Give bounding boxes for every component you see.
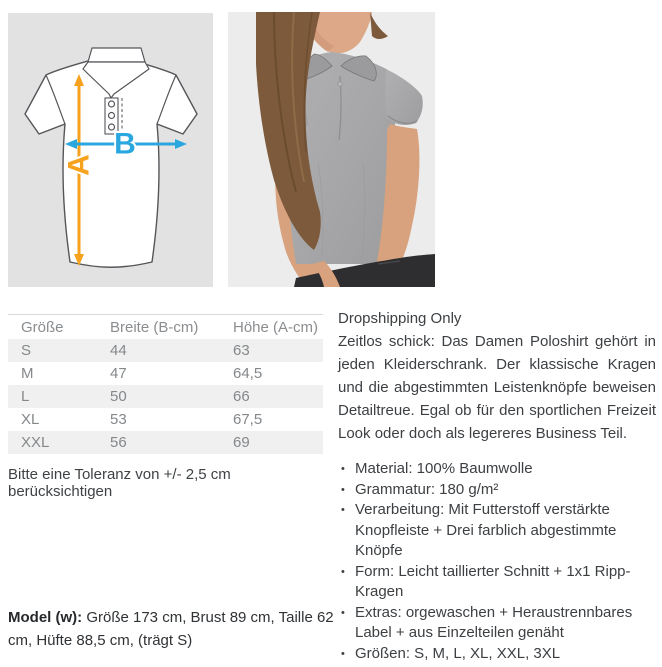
table-cell: XXL (21, 434, 50, 451)
tolerance-note: Bitte eine Toleranz von +/- 2,5 cm berücksichtigen (8, 466, 231, 500)
table-cell: 53 (110, 411, 127, 428)
table-cell: 63 (233, 342, 250, 359)
table-row (8, 362, 323, 385)
product-description (338, 307, 656, 664)
feature-item: • Extras: orgewaschen + Heraustrennbares Label + aus Einzelteilen genäht (338, 603, 656, 644)
polo-measurement-diagram (8, 13, 213, 287)
table-cell: L (21, 388, 30, 405)
description-heading: Dropshipping Only (338, 310, 462, 327)
feature-item: • Material: 100% Baumwolle (338, 459, 656, 480)
table-cell: 50 (110, 388, 127, 405)
table-header-cell: Größe (21, 318, 64, 336)
feature-item: • Form: Leicht taillierter Schnitt + 1x1 Ripp-Kragen (338, 562, 656, 603)
button (109, 113, 115, 119)
table-cell: M (21, 365, 34, 382)
arrow-a-label: A (62, 154, 96, 176)
collar-back (88, 48, 145, 62)
table-cell: 64,5 (233, 365, 263, 382)
feature-item: • Größen: S, M, L, XL, XXL, 3XL (338, 644, 656, 665)
model-photo-illustration (228, 12, 435, 287)
button (109, 101, 115, 107)
model-photo-image (228, 12, 435, 287)
size-diagram-image (8, 13, 213, 287)
table-cell: 44 (110, 342, 127, 359)
table-header-cell: Höhe (A-cm) (233, 318, 319, 336)
table-cell: 67,5 (233, 411, 263, 428)
feature-list (338, 459, 656, 664)
description-paragraph: Zeitlos schick: Das Damen Poloshirt gehört in jeden Kleiderschrank. Der klassische Kragen und die abgestimmten Leistenknöpfe beweisen Detailtreue. Egal ob für den sportlichen Freizeit Look oder doch als legereres Business Teil. (338, 333, 656, 442)
model-info (8, 606, 338, 652)
shirt-button (338, 82, 342, 86)
table-row (8, 339, 323, 362)
table-cell: S (21, 342, 32, 359)
arrow-b-label: B (114, 127, 136, 161)
size-table (8, 314, 323, 454)
feature-item: • Verarbeitung: Mit Futterstoff verstärkte Knopfleiste + Drei farblich abgestimmte Knöpfe (338, 500, 656, 562)
table-cell: 66 (233, 388, 250, 405)
model-info-text: Größe 173 cm, Brust 89 cm, Taille 62 cm, Hüfte 88,5 cm, (trägt S) (8, 609, 334, 649)
size-table-body (8, 339, 323, 454)
model-info-label: Model (w): (8, 609, 83, 626)
table-header-cell: Breite (B-cm) (110, 318, 199, 336)
feature-item: • Grammatur: 180 g/m² (338, 480, 656, 501)
table-cell: XL (21, 411, 40, 428)
table-row (8, 385, 323, 408)
table-row (8, 408, 323, 431)
table-cell: 47 (110, 365, 127, 382)
table-cell: 69 (233, 434, 250, 451)
table-cell: 56 (110, 434, 127, 451)
table-row (8, 431, 323, 454)
table-header-row (8, 315, 323, 340)
